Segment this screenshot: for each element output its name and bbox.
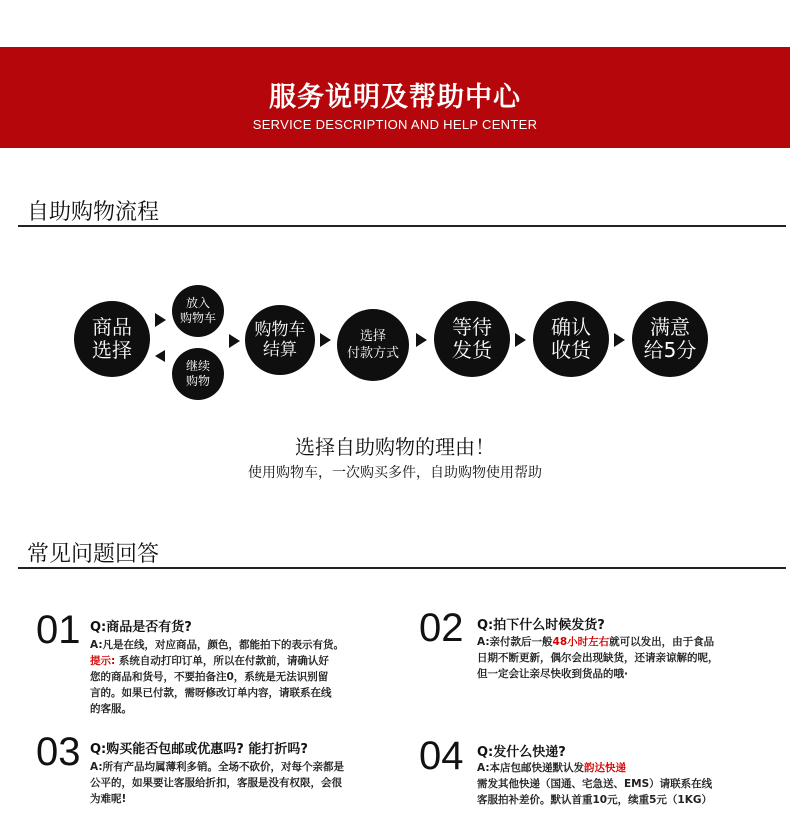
reason-title: 选择自助购物的理由！ [295,435,495,459]
header-banner [0,47,790,148]
faq-number: 04 [419,734,464,778]
faq-section-title: 常见问题回答 [27,542,160,567]
faq-question: Q:发什么快递? [477,745,566,760]
arrow-right-icon [155,313,166,327]
step-wait-shipping: 等待 发货 [434,301,510,377]
faq-number: 01 [36,608,81,652]
faq-number: 02 [419,606,464,650]
step-confirm-receipt: 确认 收货 [533,301,609,377]
arrow-right-icon [515,333,526,347]
faq-question: Q:商品是否有货? [90,620,192,635]
faq-divider [18,567,786,569]
arrow-right-icon [320,333,331,347]
faq-answer: A:亲付款后一般48小时左右就可以发出，由于食品 日期不断更新，偶尔会出现缺货，还请亲谅解的呢， 但一定会让亲尽快收到货品的哦· [477,636,719,680]
arrow-right-icon [229,334,240,348]
faq-answer: A:所有产品均属薄利多销。全场不砍价，对每个亲都是 公平的，如果要让客服给折扣，客服是没有权限，会很 为难呢! [90,761,345,805]
arrow-right-icon [416,333,427,347]
step-continue-shopping: 继续 购物 [172,348,224,400]
reason-subtitle: 使用购物车，一次购买多件，自助购物使用帮助 [248,465,542,481]
flow-divider [18,225,786,227]
faq-answer: A:凡是在线，对应商品，颜色，都能拍下的表示有货。 提示: 系统自动打印订单，所以在付款前，请确认好 您的商品和货号，不要拍备注0，系统是无法识别留 言的。如果已付款，需呀修改订单内容，请联系在线 的客服。 [90,639,345,715]
step-choose-payment: 选择 付款方式 [337,309,409,381]
step-select-goods: 商品 选择 [74,301,150,377]
banner-title: 服务说明及帮助中心 [269,82,521,113]
banner-subtitle: SERVICE DESCRIPTION AND HELP CENTER [252,117,538,132]
step-checkout: 购物车 结算 [245,305,315,375]
arrow-left-icon [155,350,165,362]
step-rate: 满意 给5分 [632,301,708,377]
faq-question: Q:购买能否包邮或优惠吗? 能打折吗? [90,742,308,757]
flow-section-title: 自助购物流程 [27,200,160,225]
faq-number: 03 [36,730,81,774]
arrow-right-icon [614,333,625,347]
faq-answer: A:本店包邮快递默认发韵达快递 需发其他快递（国通、宅急送、EMS）请联系在线 客服拍补差价。默认首重10元，续重5元（1KG） [477,762,713,806]
faq-question: Q:拍下什么时候发货? [477,618,605,633]
step-add-to-cart: 放入 购物车 [172,285,224,337]
